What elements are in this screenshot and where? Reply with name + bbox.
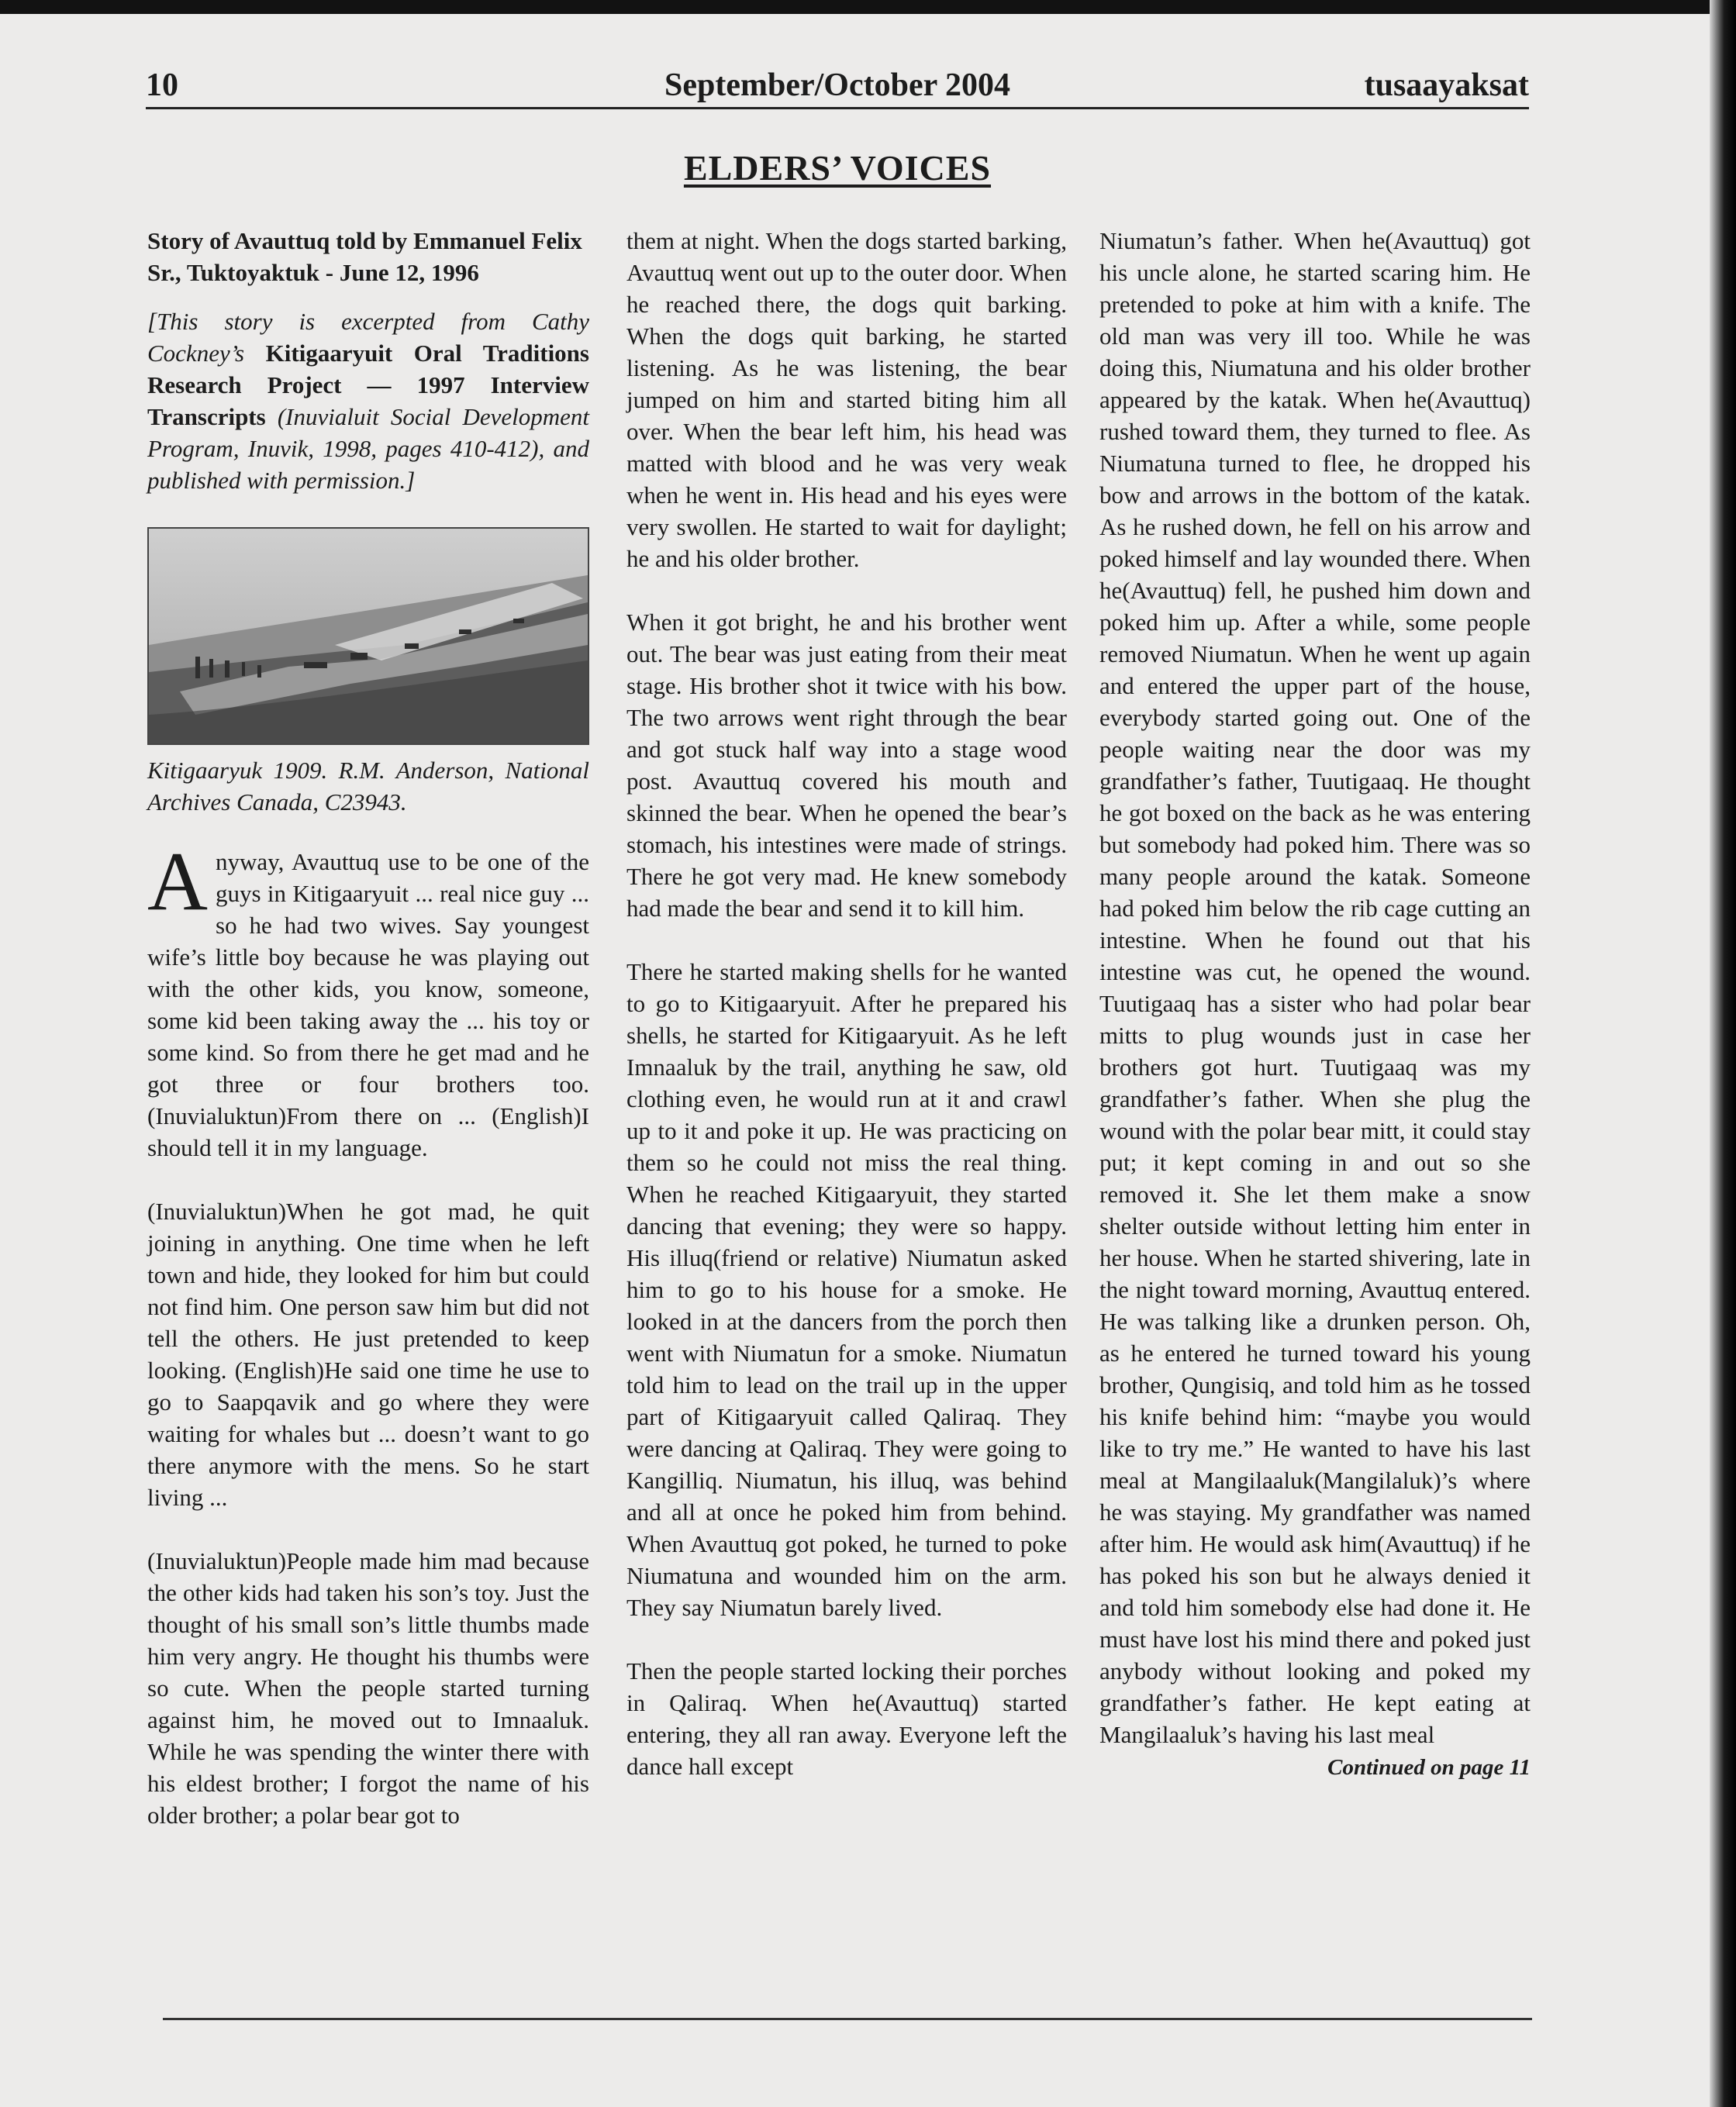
page-header	[146, 67, 1529, 107]
paragraph-4: them at night. When the dogs started barking, Avauttuq went out up to the outer door. When he reached there, the dogs quit barking. When the dogs quit barking, he started listening. As he was listening, the bear jumped on him and started biting him all over. When the bear left him, his head was matted with blood and he was very weak when he went in. His head and his eyes were very swollen. He started to wait for daylight; he and his older brother.	[626, 227, 1067, 572]
footer-rule	[163, 2018, 1532, 2020]
source-note	[147, 305, 589, 496]
column-3	[1099, 225, 1531, 1784]
paragraph-5: When it got bright, he and his brother went out. The bear was just eating from their meat stage. His brother shot it twice with his bow. The two arrows went right through the bear and got stuck half way into a stage wood post. Avauttuq covered his mouth and skinned the bear. When he opened the bear’s stomach, his intestines were made of strings. There he got very mad. He knew somebody had made the bear and send it to kill him.	[626, 609, 1067, 922]
archival-photo	[147, 527, 589, 745]
paragraph-1	[147, 836, 589, 1164]
photo-caption: Kitigaaryuk 1909. R.M. Anderson, National Archives Canada, C23943.	[147, 757, 589, 816]
paragraph-2: (Inuvialuktun)When he got mad, he quit joining in anything. One time when he left town and hide, they looked for him but could not find him. One person saw him but did not tell the others. He just pretended to keep looking. (English)He said one time he use to go to Saapqavik and go where they were waiting for whales but ... doesn’t want to go there anymore with the mens. So he start living ...	[147, 1198, 589, 1511]
publication-name: tusaayaksat	[1364, 67, 1529, 103]
column-1	[147, 225, 589, 1863]
page-number: 10	[146, 67, 178, 103]
story-heading: Story of Avauttuq told by Emmanuel Felix Sr., Tuktoyaktuk - June 12, 1996	[147, 227, 582, 286]
column-2	[626, 225, 1067, 1814]
paragraph-3: (Inuvialuktun)People made him mad because the other kids had taken his son’s toy. Just the thought of his small son’s little thumbs made him very angry. He thought his thumbs were so cute. When the people started turning against him, he moved out to Imnaaluk. While he was spending the winter there with his eldest brother; I forgot the name of his older brother; a polar bear got to	[147, 1547, 589, 1829]
paragraph-7: Then the people started locking their porches in Qaliraq. When he(Avauttuq) started entering, they all ran away. Everyone left the dance hall except	[626, 1657, 1067, 1780]
section-title: ELDERS’ VOICES	[683, 148, 992, 188]
paragraph-8: Niumatun’s father. When he(Avauttuq) got his uncle alone, he started scaring him. He pretended to poke at him with a knife. The old man was very ill too. While he was doing this, Niumatuna and his older brother appeared by the katak. When he(Avauttuq) rushed toward them, they turned to flee. As Niumatuna turned to flee, he dropped his bow and arrows in the bottom of the katak. As he rushed down, he fell on his arrow and poked himself and lay wounded there. When he(Avauttuq) fell, he pushed him down and poked him up. After a while, some people removed Niumatun. When he went up again and entered the upper part of the house, everybody started going out. One of the people waiting near the door was my grandfather’s father, Tuutigaaq. He thought he got boxed on the back as he was entering but somebody had poked him. There was so many people around the katak. Someone had poked him below the rib cage cutting an intestine. When he found out that his intestine was cut, he opened the wound. Tuutigaaq has a sister who had polar bear mitts to plug wounds just in case her brothers got hurt. Tuutigaaq was my grandfather’s father. When she plug the wound with the polar bear mitt, it could stay put; it kept coming in and out so she removed it. She let them make a snow shelter outside without letting him enter in her house. When he started shivering, late in the night toward morning, Avauttuq entered. He was talking like a drunken person. Oh, as he entered he turned toward his young brother, Qungisiq, and told him as he tossed his knife behind him: “maybe you would like to try me.” He wanted to have his last meal at Mangilaaluk(Mangilaluk)’s where he was staying. My grandfather was named after him. He would ask him(Avauttuq) if he has poked his son but he always denied it and told him somebody else had done it. He must have lost his mind there and poked just anybody without looking and poked my grandfather’s father. He kept eating at Mangilaaluk’s having his last meal	[1099, 227, 1531, 1748]
continued-link[interactable]: Continued on page 11	[1327, 1755, 1531, 1780]
paragraph-1-text: nyway, Avauttuq use to be one of the guys in Kitigaaryuit ... real nice guy ... so he had two wives. Say youngest wife’s little boy because he was playing out with the other kids, you know, someone, some kid been taking away the ... his toy or some kind. So from there he get mad and he got three or four brothers too. (Inuvialuktun)From there on ... (English)I should tell it in my language.	[147, 848, 589, 1161]
scan-top-border	[0, 0, 1736, 14]
paragraph-6: There he started making shells for he wanted to go to Kitigaaryuit. After he prepared his shells, he started for Kitigaaryuit. As he left Imnaaluk by the trail, anything he saw, old clothing even, he would run at it and crawl up to it and poke it up. He was practicing on them so he could not miss the real thing. When he reached Kitigaaryuit, they started dancing that evening; they were so happy. His illuq(friend or relative) Niumatun asked him to go to his house for a smoke. He looked in at the dancers from the porch then went with Niumatun for a smoke. Niumatun told him to lead on the trail up in the upper part of Kitigaaryuit called Qaliraq. They were dancing at Qaliraq. They were going to Kangilliq. Niumatun, his illuq, was behind and all at once he poked him from behind. When Avauttuq got poked, he turned to poke Niumatuna and wounded him on the arm. They say Niumatun barely lived.	[626, 958, 1067, 1621]
scan-right-edge	[1710, 0, 1736, 2107]
source-note-part1: [This story is excerpted from Cathy Cockney’s	[147, 308, 589, 367]
issue-date: September/October 2004	[664, 67, 1010, 103]
drop-cap: A	[147, 836, 208, 928]
source-note-part2: (Inuvialuit Social Development Program, Inuvik, 1998, pages 410-412), and published with permission.]	[147, 403, 589, 494]
source-note-title: Kitigaaryuit Oral Traditions Research Project — 1997 Interview Transcripts	[147, 340, 589, 430]
photo-landscape-illustration	[149, 529, 588, 743]
header-rule	[146, 107, 1529, 109]
